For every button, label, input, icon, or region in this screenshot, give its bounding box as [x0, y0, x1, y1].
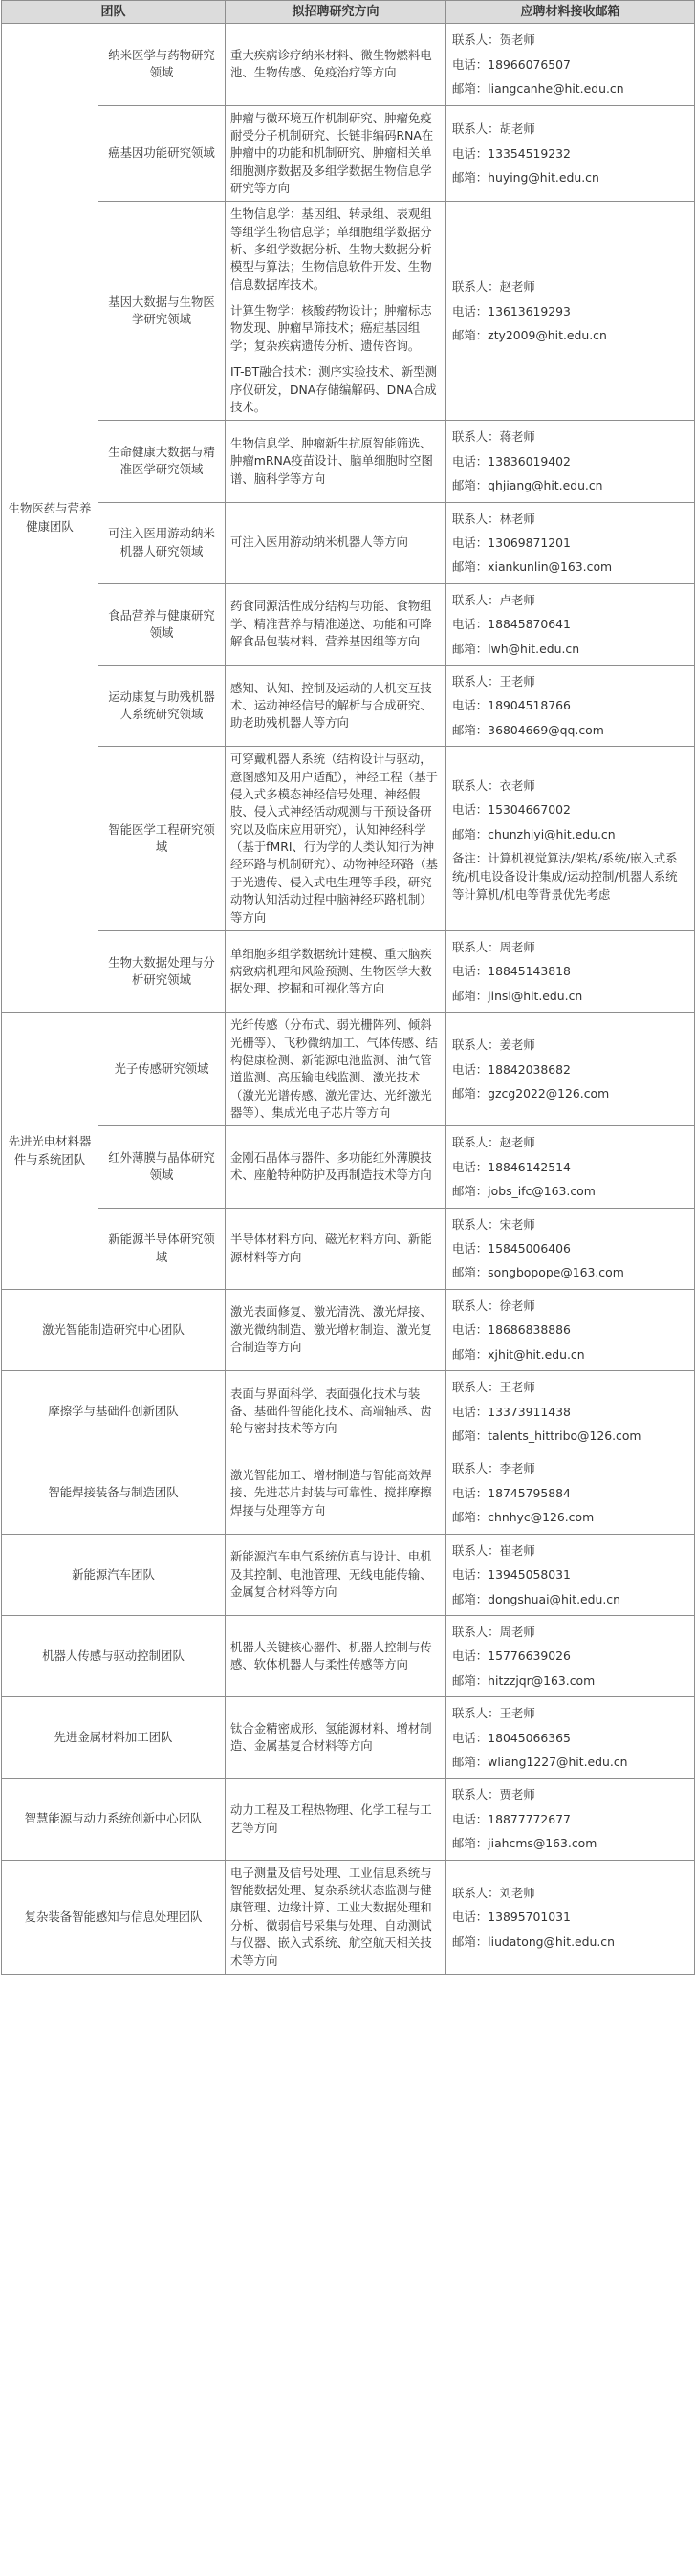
- contact-email[interactable]: 邮箱：jinsl@hit.edu.cn: [452, 988, 583, 1003]
- contact-email[interactable]: 邮箱：dongshuai@hit.edu.cn: [452, 1591, 620, 1606]
- direction-cell: [226, 502, 446, 583]
- direction-text: 可注入医用游动纳米机器人等方向: [230, 535, 408, 550]
- team-name: 复杂装备智能感知与信息处理团队: [2, 1860, 226, 1974]
- contact-email[interactable]: 邮箱：lwh@hit.edu.cn: [452, 641, 580, 656]
- direction-cell: [226, 105, 446, 202]
- contact-email[interactable]: 邮箱：hitzzjqr@163.com: [452, 1672, 596, 1688]
- field-name: 红外薄膜与晶体研究领域: [98, 1126, 226, 1208]
- direction-cell: [226, 583, 446, 665]
- contact-person: 联系人：李老师: [452, 1461, 535, 1476]
- contact-person: 联系人：蒋老师: [452, 429, 535, 445]
- field-name: 生命健康大数据与精准医学研究领域: [98, 421, 226, 502]
- contact-phone: 电话：18845870641: [452, 617, 571, 632]
- direction-cell: [226, 1697, 446, 1779]
- direction-cell: [226, 666, 446, 747]
- recruitment-table: [1, 0, 695, 1975]
- contact-email[interactable]: 邮箱：jiahcms@163.com: [452, 1836, 597, 1851]
- contact-cell: [446, 1779, 695, 1860]
- contact-person: 联系人：宋老师: [452, 1216, 535, 1232]
- direction-cell: [226, 1013, 446, 1126]
- contact-email[interactable]: 邮箱：chunzhiyi@hit.edu.cn: [452, 826, 616, 841]
- contact-cell: [446, 1534, 695, 1615]
- team-name: 智慧能源与动力系统创新中心团队: [2, 1779, 226, 1860]
- contact-email[interactable]: 邮箱：jobs_ifc@163.com: [452, 1184, 596, 1199]
- header-row: [2, 1, 695, 24]
- field-name: 纳米医学与药物研究领域: [98, 24, 226, 105]
- direction-text: IT-BT融合技术：测序实验技术、新型测序仪研发，DNA存储编解码、DNA合成技术。: [230, 364, 438, 414]
- direction-cell: [226, 1779, 446, 1860]
- contact-cell: [446, 666, 695, 747]
- contact-cell: [446, 1371, 695, 1452]
- contact-phone: 电话：15845006406: [452, 1241, 571, 1256]
- table-row: [2, 930, 695, 1012]
- direction-cell: [226, 24, 446, 105]
- direction-text: 钛合金精密成形、氢能源材料、增材制造、金属基复合材料等方向: [230, 1720, 432, 1754]
- contact-person: 联系人：王老师: [452, 1706, 535, 1721]
- table-row: [2, 105, 695, 202]
- direction-text: 金刚石晶体与器件、多功能红外薄膜技术、座舱特种防护及再制造技术等方向: [230, 1150, 432, 1183]
- table-row: [2, 1371, 695, 1452]
- contact-phone: 电话：18745795884: [452, 1485, 571, 1500]
- table-row: [2, 1697, 695, 1779]
- contact-phone: 电话：15776639026: [452, 1648, 571, 1664]
- direction-cell: [226, 1208, 446, 1289]
- contact-person: 联系人：卢老师: [452, 592, 535, 607]
- contact-person: 联系人：王老师: [452, 1380, 535, 1395]
- table-row: [2, 747, 695, 931]
- table-row: [2, 583, 695, 665]
- direction-cell: [226, 1452, 446, 1534]
- contact-person: 联系人：贺老师: [452, 33, 535, 48]
- contact-email[interactable]: 邮箱：songbopope@163.com: [452, 1265, 624, 1280]
- direction-cell: [226, 1371, 446, 1452]
- header-contact: 应聘材料接收邮箱: [446, 1, 695, 24]
- table-row: [2, 1534, 695, 1615]
- direction-text: 电子测量及信号处理、工业信息系统与智能数据处理、复杂系统状态监测与健康管理、边缘计算、工业大数据处理和分析、微弱信号采集与处理、自动测试与仪器、嵌入式系统、航空航天相关技术等方向: [230, 1865, 432, 1968]
- contact-email[interactable]: 邮箱：qhjiang@hit.edu.cn: [452, 478, 603, 493]
- contact-cell: [446, 105, 695, 202]
- direction-text: 肿瘤与微环境互作机制研究、肿瘤免疫耐受分子机制研究、长链非编码RNA在肿瘤中的功能和机制研究、肿瘤相关单细胞测序数据及多组学数据生物信息学研究等方向: [230, 110, 434, 195]
- direction-text: 机器人关键核心器件、机器人控制与传感、软体机器人与柔性传感等方向: [230, 1639, 432, 1672]
- table-row: [2, 1452, 695, 1534]
- direction-cell: [226, 930, 446, 1012]
- contact-cell: [446, 583, 695, 665]
- direction-text: 药食同源活性成分结构与功能、食物组学、精准营养与精准递送、功能和可降解食品包装材料、营养基因组等方向: [230, 599, 432, 649]
- contact-cell: [446, 1452, 695, 1534]
- contact-phone: 电话：13836019402: [452, 453, 571, 469]
- table-row: [2, 1013, 695, 1126]
- direction-cell: [226, 1615, 446, 1696]
- contact-email[interactable]: 邮箱：talents_hittribo@126.com: [452, 1428, 641, 1443]
- header-team: 团队: [2, 1, 226, 24]
- team-name: 新能源汽车团队: [2, 1534, 226, 1615]
- contact-cell: [446, 24, 695, 105]
- direction-text: 生物信息学、肿瘤新生抗原智能筛选、肿瘤mRNA疫苗设计、脑单细胞时空图谱、脑科学等方向: [230, 435, 433, 486]
- direction-text: 激光智能加工、增材制造与智能高效焊接、先进芯片封装与可靠性、搅拌摩擦焊接与处理等方向: [230, 1467, 432, 1517]
- table-row: [2, 202, 695, 421]
- direction-text: 可穿戴机器人系统（结构设计与驱动，意图感知及用户适配），神经工程（基于侵入式多模态神经信号处理、神经假肢、侵入式神经活动观测与干预设备研究以及临床应用研究），认知神经科学（基于fMRI、行为学的人类认知行为神经环路与机制研究）、动物神经环路（基于光遗传、侵入式电生理等手段，研究动物认知活动过程中脑神经环路机制）等方向: [230, 752, 438, 925]
- direction-text: 新能源汽车电气系统仿真与设计、电机及其控制、电池管理、无线电能传输、金属复合材料等方向: [230, 1549, 432, 1599]
- contact-email[interactable]: 邮箱：36804669@qq.com: [452, 722, 604, 737]
- contact-person: 联系人：衣老师: [452, 778, 535, 794]
- contact-phone: 电话：18966076507: [452, 56, 571, 72]
- contact-email[interactable]: 邮箱：zty2009@hit.edu.cn: [452, 327, 607, 342]
- direction-text: 光纤传感（分布式、弱光栅阵列、倾斜光栅等）、飞秒微纳加工、气体传感、结构健康检测、新能源电池监测、油气管道监测、高压输电线监测、激光技术（激光光谱传感、激光雷达、光纤激光器等）、集成光电子芯片等方向: [230, 1017, 438, 1120]
- contact-cell: [446, 1860, 695, 1974]
- contact-person: 联系人：周老师: [452, 1624, 535, 1639]
- contact-person: 联系人：林老师: [452, 511, 535, 526]
- table-row: [2, 1208, 695, 1289]
- direction-cell: [226, 1126, 446, 1208]
- direction-cell: [226, 202, 446, 421]
- contact-cell: [446, 502, 695, 583]
- contact-phone: 电话：13354519232: [452, 145, 571, 161]
- contact-phone: 电话：13373911438: [452, 1404, 571, 1419]
- contact-cell: [446, 1013, 695, 1126]
- header-direction: 拟招聘研究方向: [226, 1, 446, 24]
- contact-phone: 电话：18877772677: [452, 1811, 571, 1826]
- table-row: [2, 1779, 695, 1860]
- team-name: 摩擦学与基础件创新团队: [2, 1371, 226, 1452]
- contact-email[interactable]: 邮箱：liudatong@hit.edu.cn: [452, 1933, 615, 1949]
- contact-cell: [446, 202, 695, 421]
- field-name: 新能源半导体研究领域: [98, 1208, 226, 1289]
- contact-phone: 电话：13613619293: [452, 303, 571, 318]
- field-name: 食品营养与健康研究领域: [98, 583, 226, 665]
- field-name: 智能医学工程研究领域: [98, 747, 226, 931]
- contact-note: 备注：计算机视觉算法/架构/系统/嵌入式系统/机电设备设计集成/运动控制/机器人系统等计算机/机电等背景优先考虑: [452, 851, 678, 902]
- table-row: [2, 1289, 695, 1370]
- direction-cell: [226, 747, 446, 931]
- contact-phone: 电话：18846142514: [452, 1159, 571, 1174]
- contact-phone: 电话：15304667002: [452, 802, 571, 818]
- team-name: 激光智能制造研究中心团队: [2, 1289, 226, 1370]
- direction-cell: [226, 1289, 446, 1370]
- table-row: [2, 421, 695, 502]
- direction-cell: [226, 1534, 446, 1615]
- direction-cell: [226, 1860, 446, 1974]
- contact-cell: [446, 1615, 695, 1696]
- contact-email[interactable]: 邮箱：wliang1227@hit.edu.cn: [452, 1755, 628, 1770]
- field-name: 癌基因功能研究领域: [98, 105, 226, 202]
- contact-cell: [446, 747, 695, 931]
- contact-person: 联系人：王老师: [452, 674, 535, 689]
- table-row: [2, 1860, 695, 1974]
- table-row: [2, 502, 695, 583]
- table-row: [2, 24, 695, 105]
- direction-text: 激光表面修复、激光清洗、激光焊接、激光微纳制造、激光增材制造、激光复合制造等方向: [230, 1304, 432, 1355]
- field-name: 基因大数据与生物医学研究领域: [98, 202, 226, 421]
- contact-email[interactable]: 邮箱：liangcanhe@hit.edu.cn: [452, 81, 624, 97]
- direction-text: 单细胞多组学数据统计建模、重大脑疾病致病机理和风险预测、生物医学大数据处理、挖掘和可视化等方向: [230, 946, 432, 996]
- contact-phone: 电话：18045066365: [452, 1730, 571, 1745]
- table-row: [2, 666, 695, 747]
- field-name: 可注入医用游动纳米机器人研究领域: [98, 502, 226, 583]
- contact-phone: 电话：18904518766: [452, 698, 571, 713]
- contact-email[interactable]: 邮箱：xiankunlin@163.com: [452, 559, 613, 575]
- contact-email[interactable]: 邮箱：gzcg2022@126.com: [452, 1085, 610, 1101]
- contact-cell: [446, 1697, 695, 1779]
- group-name: 生物医药与营养健康团队: [2, 24, 98, 1013]
- direction-text: 感知、认知、控制及运动的人机交互技术、运动神经信号的解析与合成研究、助老助残机器人等方向: [230, 680, 432, 731]
- direction-text: 表面与界面科学、表面强化技术与装备、基础件智能化技术、高端轴承、齿轮与密封技术等方向: [230, 1386, 432, 1436]
- contact-person: 联系人：刘老师: [452, 1885, 535, 1900]
- contact-phone: 电话：13895701031: [452, 1910, 571, 1925]
- contact-person: 联系人：徐老师: [452, 1298, 535, 1313]
- contact-phone: 电话：13945058031: [452, 1567, 571, 1583]
- contact-person: 联系人：贾老师: [452, 1787, 535, 1802]
- table-body: [2, 24, 695, 1975]
- direction-text: 半导体材料方向、磁光材料方向、新能源材料等方向: [230, 1232, 432, 1264]
- contact-cell: [446, 930, 695, 1012]
- direction-cell: [226, 421, 446, 502]
- direction-text: 计算生物学：核酸药物设计；肿瘤标志物发现、肿瘤早筛技术；癌症基因组学；复杂疾病遗传分析、遗传咨询。: [230, 303, 432, 353]
- contact-person: 联系人：周老师: [452, 939, 535, 954]
- contact-phone: 电话：18686838886: [452, 1322, 571, 1338]
- direction-text: 动力工程及工程热物理、化学工程与工艺等方向: [230, 1802, 432, 1835]
- contact-person: 联系人：赵老师: [452, 1135, 535, 1150]
- contact-cell: [446, 1208, 695, 1289]
- contact-phone: 电话：18842038682: [452, 1061, 571, 1077]
- field-name: 运动康复与助残机器人系统研究领域: [98, 666, 226, 747]
- contact-person: 联系人：赵老师: [452, 279, 535, 295]
- contact-person: 联系人：崔老师: [452, 1542, 535, 1558]
- table-row: [2, 1126, 695, 1208]
- team-name: 智能焊接装备与制造团队: [2, 1452, 226, 1534]
- contact-cell: [446, 421, 695, 502]
- group-name: 先进光电材料器件与系统团队: [2, 1013, 98, 1290]
- contact-phone: 电话：13069871201: [452, 535, 571, 550]
- contact-person: 联系人：胡老师: [452, 121, 535, 137]
- team-name: 机器人传感与驱动控制团队: [2, 1615, 226, 1696]
- direction-text: 生物信息学：基因组、转录组、表观组等组学生物信息学；单细胞组学数据分析、多组学数据分析、生物大数据分析模型与算法；生物信息软件开发、生物信息数据库技术。: [230, 207, 432, 292]
- contact-phone: 电话：18845143818: [452, 964, 571, 979]
- contact-email[interactable]: 邮箱：chnhyc@126.com: [452, 1510, 595, 1525]
- direction-text: 重大疾病诊疗纳米材料、微生物燃料电池、生物传感、免疫治疗等方向: [230, 48, 432, 80]
- table-row: [2, 1615, 695, 1696]
- contact-email[interactable]: 邮箱：xjhit@hit.edu.cn: [452, 1346, 585, 1362]
- field-name: 光子传感研究领域: [98, 1013, 226, 1126]
- field-name: 生物大数据处理与分析研究领域: [98, 930, 226, 1012]
- contact-cell: [446, 1126, 695, 1208]
- contact-cell: [446, 1289, 695, 1370]
- contact-person: 联系人：姜老师: [452, 1037, 535, 1053]
- team-name: 先进金属材料加工团队: [2, 1697, 226, 1779]
- contact-email[interactable]: 邮箱：huying@hit.edu.cn: [452, 170, 599, 186]
